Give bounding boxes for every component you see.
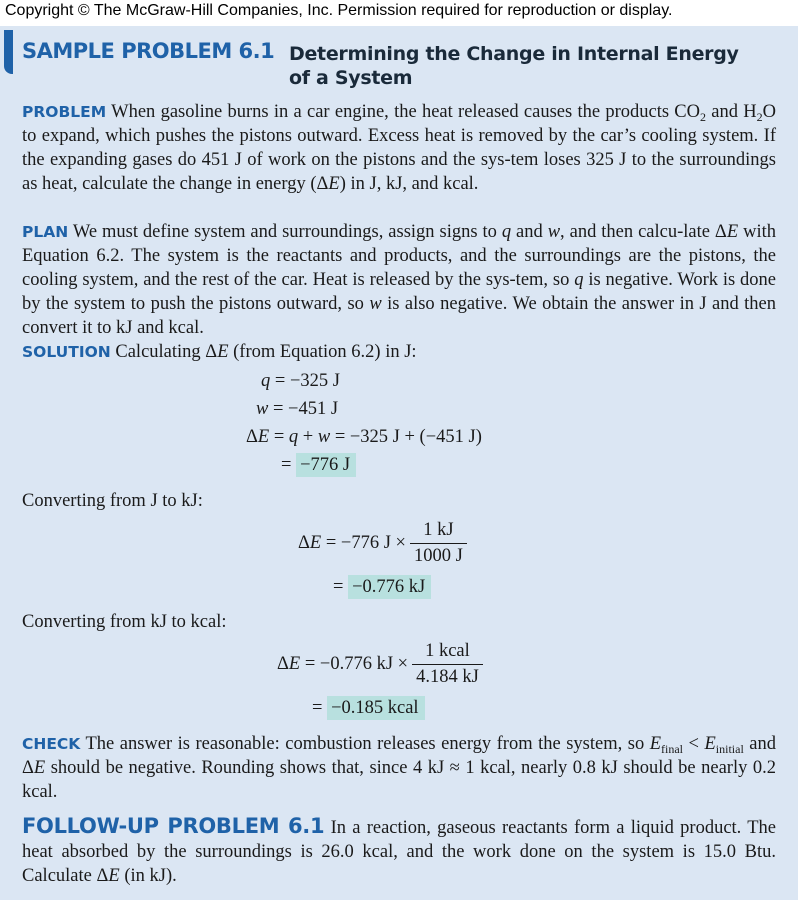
solution-keyword: SOLUTION <box>22 343 111 361</box>
kJ-factor-numerator: 1 kJ <box>410 520 467 544</box>
result-deltaE-kcal: −0.185 kcal <box>327 696 425 720</box>
equation-deltaE-kcal: = −0.185 kcal <box>312 698 425 719</box>
followup-paragraph: FOLLOW-UP PROBLEM 6.1 In a reaction, gaseous reactants form a liquid product. The heat absorbed by the surroundings is 26.0 kcal, and the work done on the system is 15.0 Btu. Calculate ΔE (in kJ). <box>22 814 776 886</box>
convert-kcal-label: Converting from kJ to kcal: <box>22 612 227 632</box>
equation-deltaE-sum: ΔE = q + w = −325 J + (−451 J) <box>246 427 482 447</box>
equation-w: w = −451 J <box>256 399 339 419</box>
followup-label: FOLLOW-UP PROBLEM 6.1 <box>22 814 325 838</box>
kJ-factor-denominator: 1000 J <box>413 546 463 566</box>
title-line-1: Determining the Change in Internal Energy <box>289 43 739 65</box>
accent-bar <box>4 30 13 74</box>
kcal-factor-numerator: 1 kcal <box>412 641 483 665</box>
kcal-factor-denominator: 4.184 kJ <box>416 667 479 687</box>
kcal-factor <box>412 641 483 688</box>
plan-paragraph: PLAN We must define system and surroundings, assign signs to q and w, and then calcu-late ΔE with Equation 6.2. The system is the reactants and products, and the surroundings are the pistons, the cooling system, and the rest of the car. Heat is released by the sys-tem, so q is negative. Work is done by the system to push the pistons outward, so w is also negative. We obtain the answer in J and then convert it to kJ and kcal. <box>22 222 777 338</box>
sample-problem-panel <box>0 26 798 900</box>
equation-deltaE-J: = −776 J <box>281 455 356 476</box>
convert-kJ-label: Converting from J to kJ: <box>22 491 203 511</box>
copyright-notice: Copyright © The McGraw-Hill Companies, Inc. Permission required for reproduction or display. <box>5 2 673 19</box>
equation-kcal-conversion: ΔE = −0.776 kJ × $\frac{\text{1 kcal}}{4.184 kJ}$ <box>277 641 487 688</box>
equation-deltaE-kJ: = −0.776 kJ <box>333 577 431 598</box>
plan-keyword: PLAN <box>22 223 69 241</box>
check-keyword: CHECK <box>22 735 81 753</box>
sample-problem-title <box>289 42 739 90</box>
title-line-2: of a System <box>289 67 413 89</box>
result-deltaE-J: −776 J <box>296 453 356 477</box>
kJ-factor <box>410 520 467 567</box>
equation-kJ-conversion: ΔE = −776 J × $\frac{1 kJ}{1000 J}$ <box>298 520 471 567</box>
check-paragraph: CHECK The answer is reasonable: combustion releases energy from the system, so $E_{final} < E_{initial}$ and ΔE should be negative. Rounding shows that, since 4 kJ ≈ 1 kcal, nearly 0.8 kJ should be nearly 0.2 kcal. <box>22 734 776 802</box>
problem-keyword: PROBLEM <box>22 103 107 121</box>
sample-problem-label: SAMPLE PROBLEM 6.1 <box>22 39 275 63</box>
w-value: −451 J <box>288 399 339 419</box>
solution-intro: SOLUTION Calculating ΔE (from Equation 6.2) in J: <box>22 342 417 362</box>
equation-q: q = −325 J <box>261 371 340 391</box>
result-deltaE-kJ: −0.776 kJ <box>348 575 431 599</box>
q-value: −325 J <box>289 371 340 391</box>
problem-paragraph: PROBLEM When gasoline burns in a car engine, the heat released causes the products $CO_2$ and $H_2O$ to expand, which pushes the pistons outward. Excess heat is removed by the car’s cooling system. If the expanding gases do 451 J of work on the pistons and the sys-tem loses 325 J to the surroundings as heat, calculate the change in energy (ΔE) in J, kJ, and kcal. <box>22 102 776 194</box>
